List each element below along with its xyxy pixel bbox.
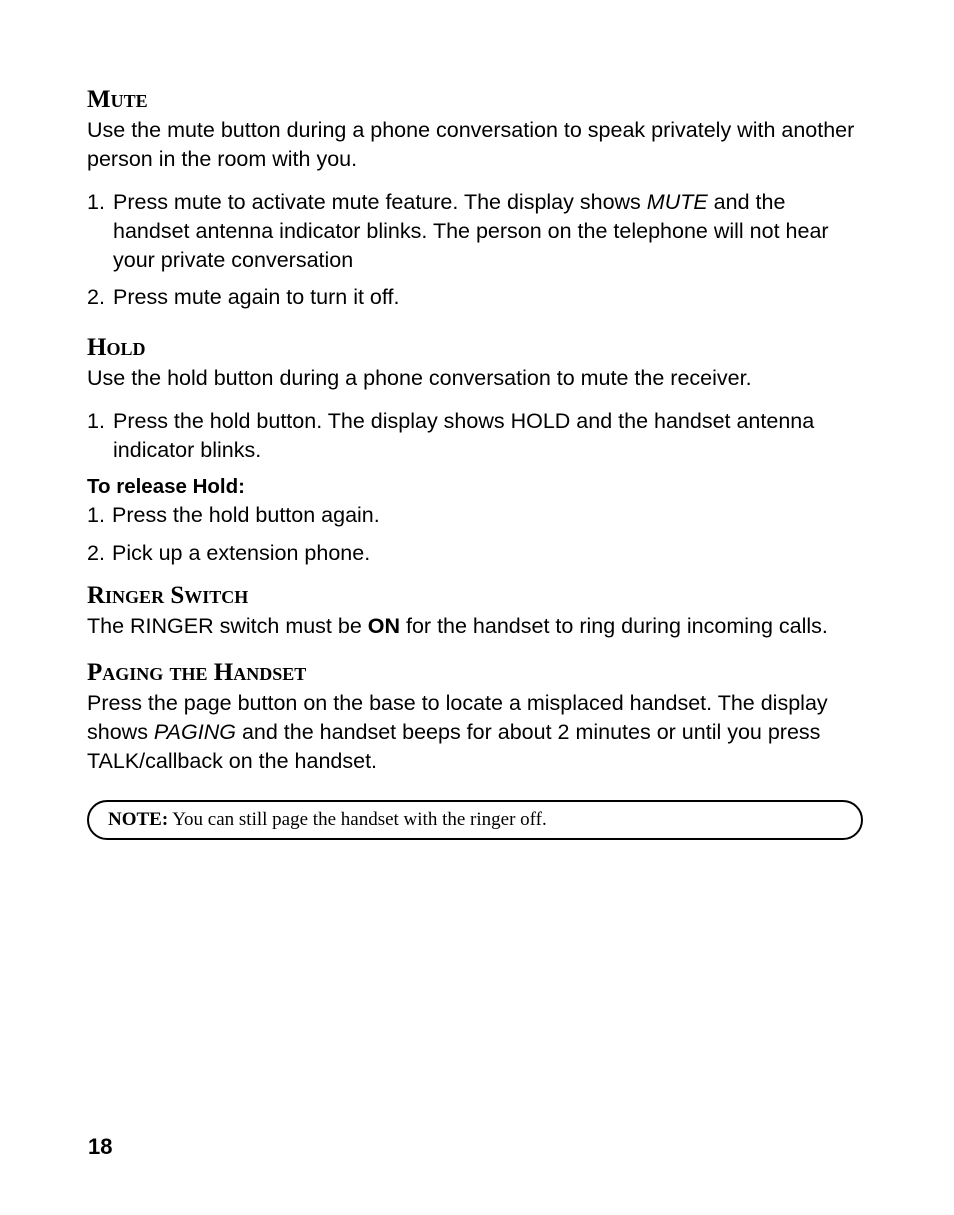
ringer-text-b: for the handset to ring during incoming calls. xyxy=(400,614,828,638)
paging-text xyxy=(87,689,867,776)
step-text-cont: and the handset antenna indicator blinks. The person on the telephone will not hear your private conversation xyxy=(113,190,829,272)
release-step-2 xyxy=(87,539,867,568)
note-box xyxy=(87,800,863,840)
step-text: Press the hold button. The display shows HOLD and the handset antenna indicator blinks. xyxy=(113,409,815,462)
mute-intro: Use the mute button during a phone conversation to speak privately with another person in the room with you. xyxy=(87,118,855,171)
release-step-1 xyxy=(87,501,867,530)
step-number: 2. xyxy=(87,541,105,565)
section-heading-paging: Paging the Handset xyxy=(87,659,307,686)
section-heading-ringer: Ringer Switch xyxy=(87,582,249,609)
step-text: Press mute again to turn it off. xyxy=(113,285,400,309)
display-text-mute: MUTE xyxy=(646,190,708,214)
note-text: You can still page the handset with the ringer off. xyxy=(168,809,547,830)
ringer-text xyxy=(87,612,867,641)
section-heading-hold: Hold xyxy=(87,334,146,361)
step-number: 1. xyxy=(87,190,105,214)
note-label: NOTE: xyxy=(108,809,169,830)
step-number: 1. xyxy=(87,409,105,433)
page-number: 18 xyxy=(88,1134,113,1159)
release-hold-heading: To release Hold: xyxy=(87,475,245,498)
step-text: Pick up a extension phone. xyxy=(112,541,371,565)
paging-text-b: and the handset beeps for about 2 minutes or until you press TALK/callback on the handset. xyxy=(87,720,821,773)
hold-intro: Use the hold button during a phone conversation to mute the receiver. xyxy=(87,366,752,390)
hold-step-1 xyxy=(87,407,867,465)
page-content xyxy=(87,84,867,776)
paging-text-a: Press the page button on the base to locate a misplaced handset. The display shows xyxy=(87,691,828,744)
step-text: Press the hold button again. xyxy=(112,503,380,527)
step-number: 1. xyxy=(87,503,105,527)
ringer-text-a: The RINGER switch must be xyxy=(87,614,368,638)
mute-step-1 xyxy=(87,188,867,275)
mute-step-2 xyxy=(87,283,867,312)
ringer-on-label: ON xyxy=(367,614,401,638)
section-heading-mute: Mute xyxy=(87,86,148,113)
step-text: Press mute to activate mute feature. The display shows xyxy=(113,190,647,214)
step-number: 2. xyxy=(87,285,105,309)
display-text-paging: PAGING xyxy=(153,720,236,744)
